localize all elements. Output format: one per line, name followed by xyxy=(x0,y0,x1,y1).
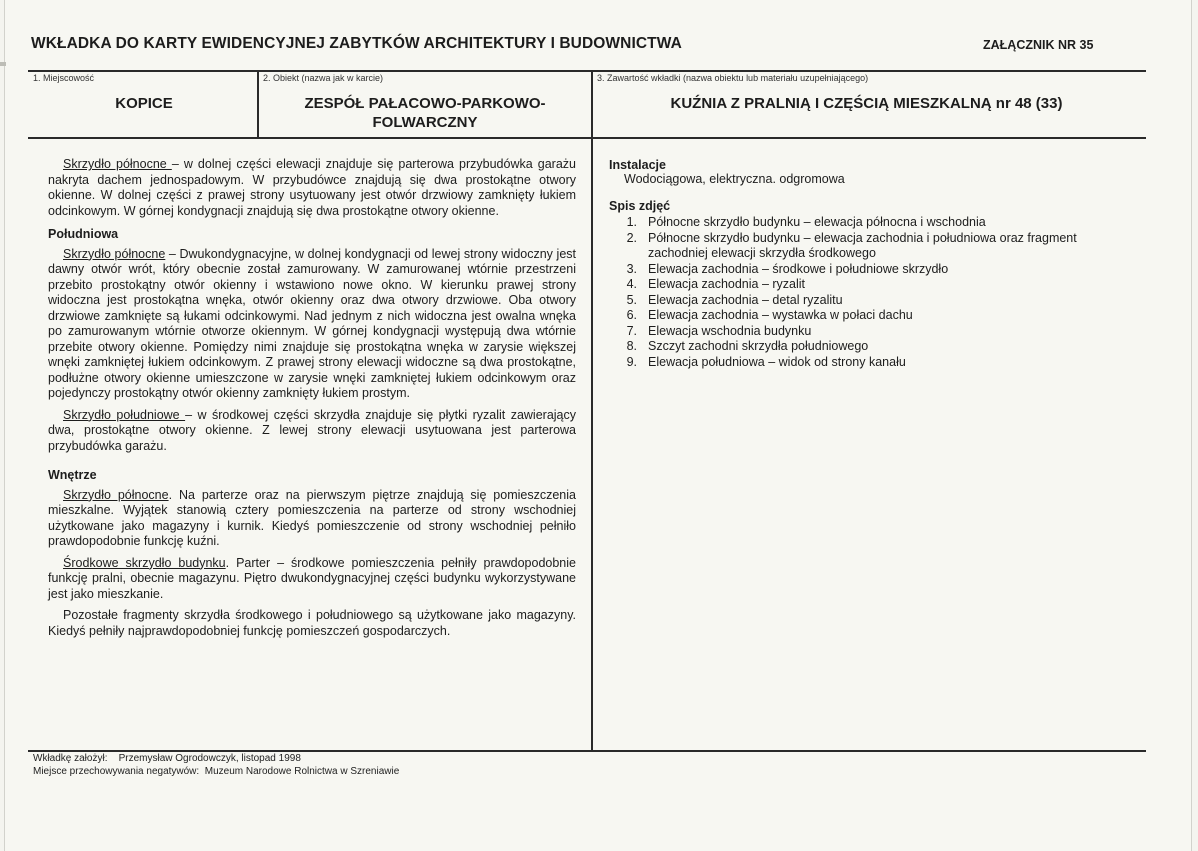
description-column xyxy=(48,157,576,645)
paragraph-interior-rest: Pozostałe fragmenty skrzydła środkowego i południowego są użytkowane jako magazyny. Kiedyś pełniły najprawdopodobniej funkcję pomieszczeń gospodarczych. xyxy=(48,608,576,638)
place-value: KOPICE xyxy=(115,95,173,112)
photo-text: Elewacja zachodnia – wystawka w połaci dachu xyxy=(648,308,913,322)
page-title: WKŁADKA DO KARTY EWIDENCYJNEJ ZABYTKÓW ARCHITEKTURY I BUDOWNICTWA xyxy=(31,35,682,52)
photo-number: 5. xyxy=(626,292,637,307)
lead-interior-middle: Środkowe skrzydło budynku xyxy=(63,555,226,570)
heading-south: Południowa xyxy=(48,227,119,241)
photo-number: 6. xyxy=(626,308,637,322)
attachment-number: ZAŁĄCZNIK NR 35 xyxy=(983,38,1094,52)
column-divider xyxy=(591,71,593,752)
photo-text: Szczyt zachodni skrzydła południowego xyxy=(648,339,869,353)
photo-text: Elewacja południowa – widok od strony kanału xyxy=(648,354,906,369)
photo-number: 2. xyxy=(626,230,637,245)
photo-text: Północne skrzydło budynku – elewacja północna i wschodnia xyxy=(648,215,986,229)
lead-north-wing: Skrzydło północne xyxy=(63,157,172,171)
paragraph-interior-middle xyxy=(48,556,576,603)
photo-item xyxy=(609,355,1134,371)
lead-south-wing: Skrzydło południowe xyxy=(63,407,186,422)
author-value: Przemysław Ogrodowczyk, listopad 1998 xyxy=(118,753,301,764)
edge-mark xyxy=(0,62,6,66)
installations-text: Wodociągowa, elektryczna. odgromowa xyxy=(624,172,845,186)
footer-author xyxy=(33,753,301,764)
storage-value: Muzeum Narodowe Rolnictwa w Szreniawie xyxy=(204,766,400,777)
body-bottom-rule xyxy=(28,750,1146,752)
photo-text: Elewacja zachodnia – środkowe i południowe skrzydło xyxy=(648,261,949,276)
photo-text: Północne skrzydło budynku – elewacja zachodnia i południowa oraz fragment zachodniej elewacji skrzydła środkowego xyxy=(648,230,1077,260)
installations-heading: Instalacje xyxy=(609,158,666,172)
photo-number: 8. xyxy=(626,339,637,353)
photo-item xyxy=(609,339,1134,355)
place-label: 1. Miejscowość xyxy=(33,73,95,83)
photo-text: Elewacja zachodnia – detal ryzalitu xyxy=(648,292,843,307)
photo-text: Elewacja wschodnia budynku xyxy=(648,323,812,338)
photo-item xyxy=(609,293,1134,309)
text-interior-north: . Na parterze oraz na pierwszym piętrze znajdują się pomieszczenia mieszkalne. Wyjątek stanowią cztery pomieszczenia na parterze od strony wschodniej użytkowane jako magazyny i kurnik. Kiedyś pomieszczenie od strony wschodniej pełniło prawdopodobnie funkcję kuźni. xyxy=(48,487,576,548)
photo-number: 1. xyxy=(626,215,637,229)
lead-interior-north: Skrzydło północne xyxy=(63,487,169,502)
photo-list xyxy=(609,215,1134,370)
author-label: Wkładkę założył: xyxy=(33,753,108,764)
lead-south-north-wing: Skrzydło północne xyxy=(63,246,166,261)
text-south-north-wing: – Dwukondygnacyjne, w dolnej kondygnacji od lewej strony widoczny jest dawny otwór wrót, który obecnie został zamurowany. W zamurowanej wtórnie przestrzeni przebito prostokątny otwór okienny i wstawiono nowe okno. W kierunku prawej strony widoczna jest prostokątna wnęka, otwór okienny oraz dwa otwory drzwiowe. Oba otwory drzwiowe zamknięte są łukami odcinkowymi. Nad jednym z nich widoczna jest owalna wnęka po zamurowanym wtórnie otworze okiennym. W górnej kondygnacji występują dwa wtórnie przebite otwory okienne. Pomiędzy nimi znajduje się prostokątna wnęka w zarysie większej wnęki zamkniętej łukiem odcinkowym. Z prawej strony elewacji widoczne są dwa prostokątne, podłużne otwory okienne umieszczone w zarysie wnęki zamkniętej łukiem odcinkowym oraz pojedynczy prostokątny otwór okienny zamknięty łukiem prostym. xyxy=(48,246,576,400)
text-interior-middle: . Parter – środkowe pomieszczenia pełniły prawdopodobnie funkcję pralni, obecnie magazynu. Piętro dwukondygnacyjnej części budynku wykorzystywane jest jako mieszkanie. xyxy=(48,555,576,601)
header-bottom-rule xyxy=(28,137,1146,139)
photos-heading: Spis zdjęć xyxy=(609,199,671,213)
photo-item xyxy=(609,277,1134,293)
photo-number: 9. xyxy=(626,354,637,369)
text-north-wing: – w dolnej części elewacji znajduje się parterowa przybudówka garażu nakryta dachem jednospadowym. W przybudówce znajdują się dwa prostokątne otwory okienne. W dolnej części z prawej strony usytuowany jest otwór drzwiowy zamknięty łukiem odcinkowym. W górnej kondygnacji znajdują się dwa prostokątne otwory okienne. xyxy=(48,157,576,218)
heading-interior: Wnętrze xyxy=(48,468,97,482)
footer-storage xyxy=(33,766,399,777)
paragraph-north-wing xyxy=(48,157,576,219)
paragraph-south-north-wing xyxy=(48,247,576,402)
photo-item xyxy=(609,324,1134,340)
storage-label: Miejsce przechowywania negatywów: xyxy=(33,766,200,777)
photo-item xyxy=(609,231,1134,262)
photo-item xyxy=(609,262,1134,278)
photo-text: Elewacja zachodnia – ryzalit xyxy=(648,277,806,291)
photo-item xyxy=(609,215,1134,231)
text-south-wing: – w środkowej części skrzydła znajduje się płytki ryzalit zawierający dwa, prostokątne otwory okienne. Z lewej strony elewacji usytuowana jest parterowa przybudówka garażu. xyxy=(48,407,576,453)
paragraph-interior-north xyxy=(48,488,576,550)
content-value: KUŹNIA Z PRALNIĄ I CZĘŚCIĄ MIESZKALNĄ nr 48 (33) xyxy=(670,95,1063,112)
photo-number: 3. xyxy=(626,261,637,276)
photo-number: 7. xyxy=(626,323,637,338)
object-value: ZESPÓŁ PAŁACOWO-PARKOWO-FOLWARCZNY xyxy=(304,95,546,131)
summary-column xyxy=(609,158,1134,370)
photo-item xyxy=(609,308,1134,324)
object-label: 2. Obiekt (nazwa jak w karcie) xyxy=(263,73,384,83)
header-top-rule xyxy=(28,70,1146,72)
photo-number: 4. xyxy=(626,277,637,291)
paragraph-south-wing xyxy=(48,408,576,455)
content-label: 3. Zawartość wkładki (nazwa obiektu lub materiału uzupełniającego) xyxy=(597,73,869,83)
